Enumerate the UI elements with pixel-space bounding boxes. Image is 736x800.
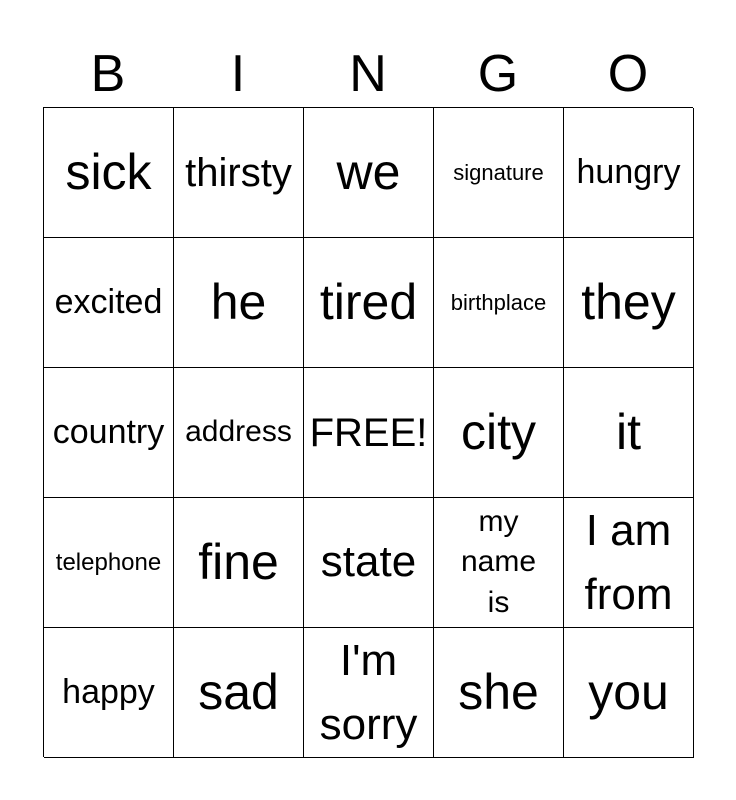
bingo-cell[interactable]: my name is — [434, 498, 564, 628]
bingo-cell[interactable]: thirsty — [174, 108, 304, 238]
bingo-board — [43, 107, 693, 757]
bingo-cell[interactable]: country — [44, 368, 174, 498]
bingo-cell[interactable]: sick — [44, 108, 174, 238]
bingo-cell[interactable]: we — [304, 108, 434, 238]
bingo-cell[interactable]: city — [434, 368, 564, 498]
bingo-cell[interactable]: I am from — [564, 498, 694, 628]
bingo-cell[interactable]: fine — [174, 498, 304, 628]
bingo-cell[interactable]: sad — [174, 628, 304, 758]
bingo-cell[interactable]: you — [564, 628, 694, 758]
bingo-cell[interactable]: she — [434, 628, 564, 758]
bingo-cell[interactable]: he — [174, 238, 304, 368]
header-letter-g: G — [477, 45, 519, 103]
bingo-cell[interactable]: tired — [304, 238, 434, 368]
bingo-cell[interactable]: hungry — [564, 108, 694, 238]
header-letter-i: I — [230, 45, 246, 103]
bingo-cell[interactable]: I'm sorry — [304, 628, 434, 758]
bingo-cell[interactable]: they — [564, 238, 694, 368]
header-letter-b: B — [90, 45, 126, 103]
bingo-header — [43, 44, 693, 104]
bingo-cell[interactable]: it — [564, 368, 694, 498]
header-letter-n: N — [349, 45, 387, 103]
bingo-cell[interactable]: address — [174, 368, 304, 498]
bingo-cell[interactable]: birthplace — [434, 238, 564, 368]
bingo-cell[interactable]: excited — [44, 238, 174, 368]
bingo-cell[interactable]: state — [304, 498, 434, 628]
bingo-cell[interactable]: signature — [434, 108, 564, 238]
bingo-cell[interactable]: happy — [44, 628, 174, 758]
header-letter-o: O — [607, 45, 649, 103]
bingo-cell free-space[interactable]: FREE! — [304, 368, 434, 498]
bingo-cell[interactable]: telephone — [44, 498, 174, 628]
